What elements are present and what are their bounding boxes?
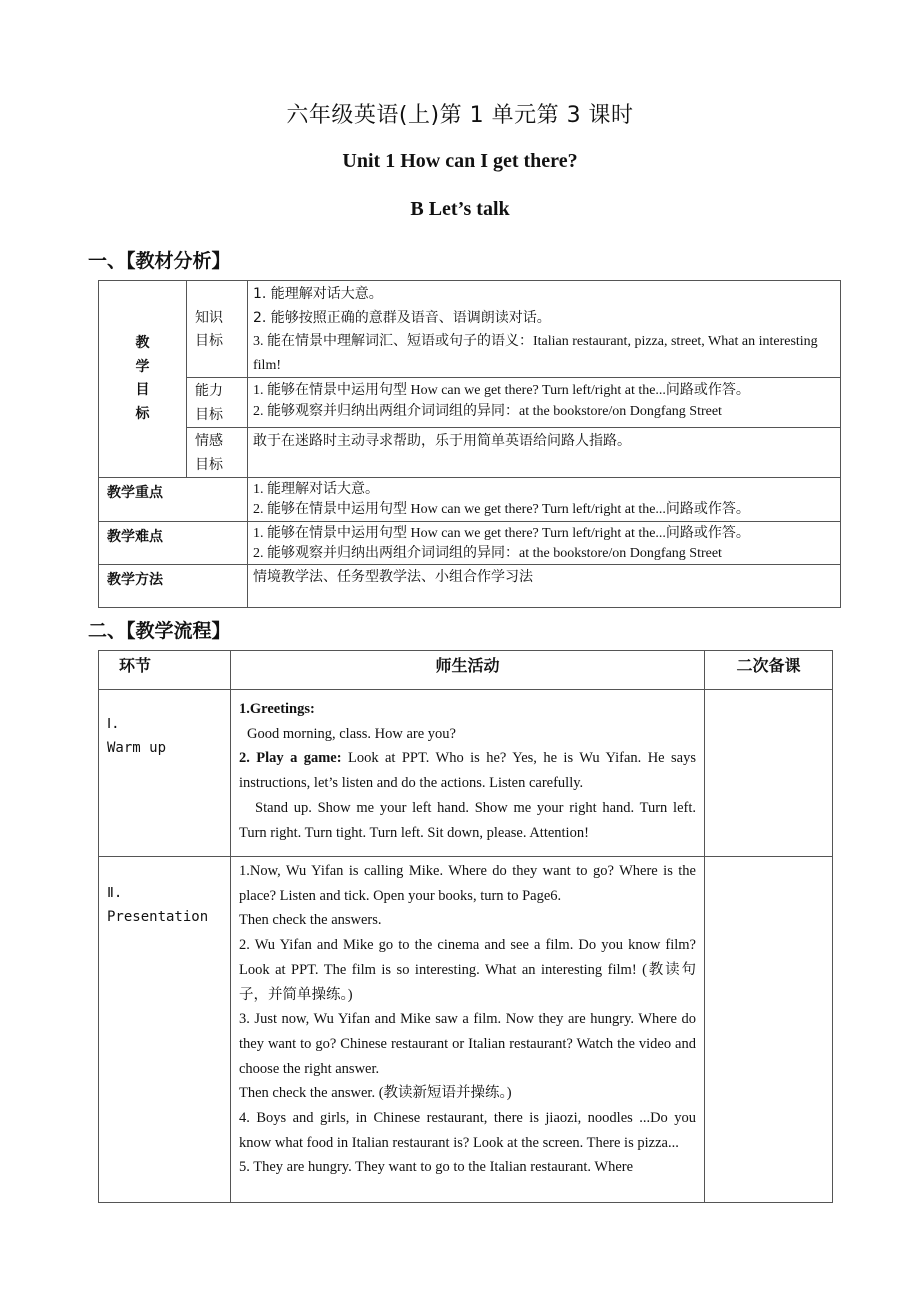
knowledge-row <box>99 281 841 378</box>
stage-cell <box>99 690 231 857</box>
section-heading-process: 二、【教学流程】 <box>88 620 231 642</box>
ability-item: 1. 能够在情景中运用句型 How can we get there? Turn left/right at the...问路或作答。 <box>253 383 750 398</box>
emotion-label <box>187 428 248 478</box>
methods-label: 教学方法 <box>99 565 248 608</box>
ability-item: 2. 能够观察并归纳出两组介词词组的异同：at the bookstore/on Dongfang Street <box>253 404 722 419</box>
label-line: 目标 <box>195 456 223 473</box>
step-title: 1.Greetings: <box>239 701 315 717</box>
step-title: 2. Play a game: <box>239 750 342 767</box>
activity-paragraph: 5. They are hungry. They want to go to the Italian restaurant. Where <box>239 1159 634 1176</box>
key-points-label: 教学重点 <box>99 478 248 522</box>
methods-content: 情境教学法、任务型教学法、小组合作学习法 <box>248 565 841 608</box>
stage-number: Ⅱ. <box>107 885 123 901</box>
key-points-row <box>99 478 841 522</box>
difficulties-row <box>99 522 841 565</box>
knowledge-item: 2. 能够按照正确的意群及语音、语调朗读对话。 <box>253 309 551 326</box>
notes-cell <box>705 690 833 857</box>
unit-title: Unit 1 How can I get there? <box>342 150 578 172</box>
activity-paragraph: 2. Wu Yifan and Mike go to the cinema and see a film. Do you know film? Look at PPT. The film is so interesting. What an interesting film! (教读句子，并简单操练。) <box>239 937 696 1003</box>
column-header-activity: 师生活动 <box>231 651 705 690</box>
activity-cell <box>231 857 705 1203</box>
step-actions: Stand up. Show me your left hand. Show me your right hand. Turn left. Turn right. Turn tight. Turn left. Sit down, please. Attention! <box>239 799 696 841</box>
key-point-item: 2. 能够在情景中运用句型 How can we get there? Turn left/right at the...问路或作答。 <box>253 502 750 517</box>
label-char: 标 <box>135 405 150 422</box>
activity-paragraph: Then check the answers. <box>239 912 382 929</box>
objectives-label <box>99 281 187 478</box>
label-char: 目 <box>135 382 150 398</box>
label-char: 学 <box>135 358 150 375</box>
stage-number: Ⅰ. <box>107 716 120 732</box>
label-line: 情感 <box>195 433 223 449</box>
notes-cell <box>705 857 833 1203</box>
difficulty-item: 2. 能够观察并归纳出两组介词词组的异同：at the bookstore/on Dongfang Street <box>253 546 722 561</box>
difficulty-item: 1. 能够在情景中运用句型 How can we get there? Turn left/right at the...问路或作答。 <box>253 526 750 541</box>
key-points-content <box>248 478 841 522</box>
label-line: 目标 <box>195 333 223 349</box>
activity-paragraph: 1.Now, Wu Yifan is calling Mike. Where do they want to go? Where is the place? Listen and tick. Open your books, turn to Page6. <box>239 863 696 904</box>
activity-paragraph: 4. Boys and girls, in Chinese restaurant, there is jiaozi, noodles ...Do you know what food in Italian restaurant is? Look at the screen. There is pizza... <box>239 1110 696 1151</box>
activity-paragraph: Then check the answer. (教读新短语并操练。) <box>239 1085 512 1102</box>
column-header-stage: 环节 <box>99 651 231 690</box>
document-title: 六年级英语(上)第 1 单元第 3 课时 <box>286 103 634 128</box>
knowledge-item: 3. 能在情景中理解词汇、短语或句子的语义：Italian restaurant, pizza, street, What an interesting film! <box>253 334 818 373</box>
step-text: Look at PPT. Who is he? Yes, he is Wu Yifan. He says instructions, let’s listen and do the actions. Listen carefully. <box>239 750 696 792</box>
ability-label <box>187 378 248 428</box>
column-header-notes: 二次备课 <box>705 651 833 690</box>
knowledge-item: 1. 能理解对话大意。 <box>253 286 383 302</box>
key-point-item: 1. 能理解对话大意。 <box>253 482 379 497</box>
section-heading-analysis: 一、【教材分析】 <box>88 250 231 272</box>
activity-cell <box>231 690 705 857</box>
analysis-table <box>98 280 841 608</box>
difficulties-label: 教学难点 <box>99 522 248 565</box>
methods-row <box>99 565 841 608</box>
emotion-row <box>99 428 841 478</box>
stage-name: Presentation <box>107 909 209 925</box>
label-line: 目标 <box>195 406 223 423</box>
process-row-presentation <box>99 857 833 1203</box>
ability-row <box>99 378 841 428</box>
lesson-title: B Let’s talk <box>410 198 510 220</box>
step-text: Good morning, class. How are you? <box>247 725 456 742</box>
process-header-row <box>99 651 833 690</box>
emotion-item: 敢于在迷路时主动寻求帮助，乐于用简单英语给问路人指路。 <box>253 433 631 449</box>
process-table <box>98 650 833 1203</box>
emotion-content <box>248 428 841 478</box>
ability-content <box>248 378 841 428</box>
difficulties-content <box>248 522 841 565</box>
knowledge-label <box>187 281 248 378</box>
label-line: 能力 <box>195 383 223 399</box>
activity-paragraph: 3. Just now, Wu Yifan and Mike saw a film. Now they are hungry. Where do they want to go? Chinese restaurant or Italian restaurant? Watch the video and choose the right answer. <box>239 1011 696 1077</box>
stage-name: Warm up <box>107 740 167 756</box>
label-char: 教 <box>135 335 150 351</box>
stage-cell <box>99 857 231 1203</box>
label-line: 知识 <box>195 309 223 326</box>
knowledge-content <box>248 281 841 378</box>
process-row-warmup <box>99 690 833 857</box>
